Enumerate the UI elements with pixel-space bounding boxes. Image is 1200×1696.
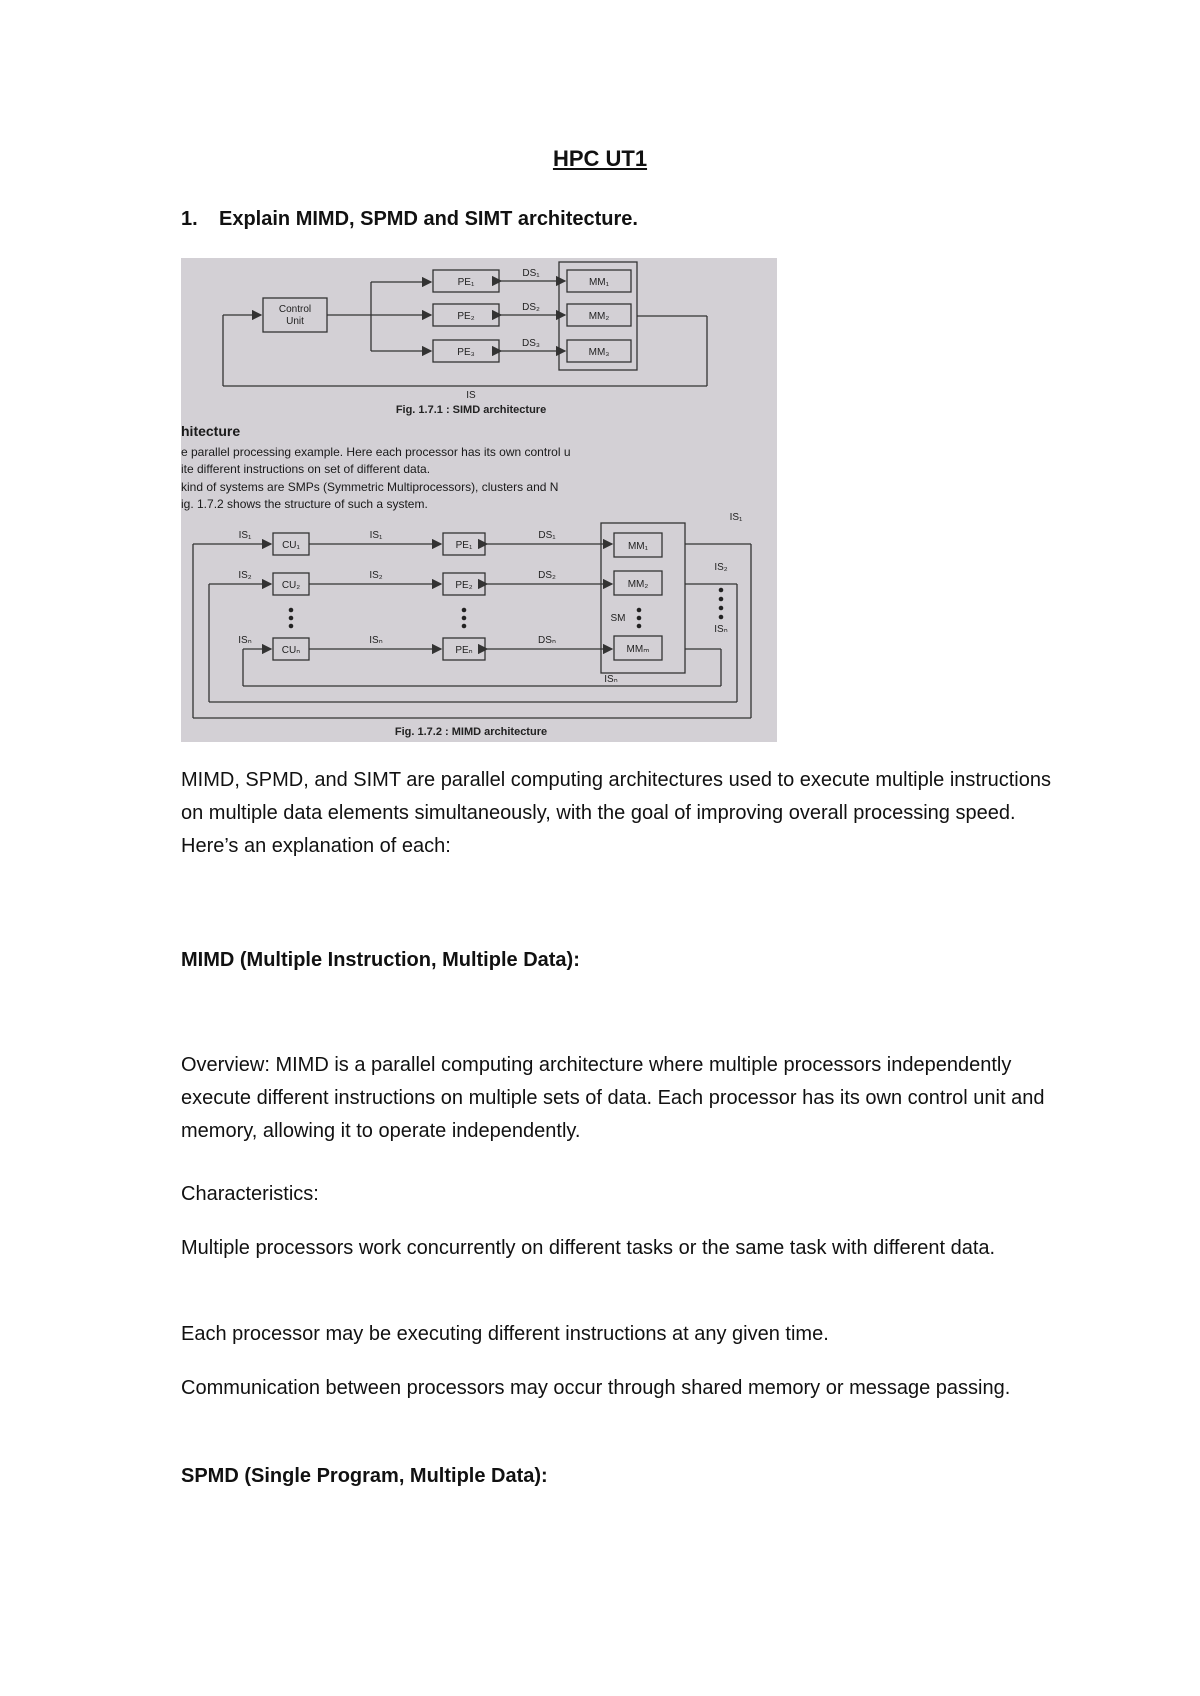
mimd-pe2-label: PE₂ xyxy=(455,580,473,591)
mimd-right-is2-label: IS₂ xyxy=(714,562,728,573)
mimd-isn-label: ISₙ xyxy=(238,635,252,646)
mimd-ds2-label: DS₂ xyxy=(538,570,556,581)
simd-ds2-label: DS₂ xyxy=(522,302,540,313)
question-number: 1. xyxy=(181,208,198,230)
mimd-right-isn-label: ISₙ xyxy=(714,624,728,635)
simd-ds1-label: DS₁ xyxy=(522,268,540,279)
simd-is-label: IS xyxy=(466,390,476,401)
mimd-cu-pe-isn-label: ISₙ xyxy=(369,635,383,646)
page-title: HPC UT1 xyxy=(552,146,648,171)
simd-caption: Fig. 1.7.1 : SIMD architecture xyxy=(395,404,547,416)
book-heading: hitecture xyxy=(181,423,241,439)
simd-control-label-1: Control xyxy=(278,304,312,315)
architecture-diagram xyxy=(181,258,777,742)
mimd-ds1-label: DS₁ xyxy=(538,530,556,541)
mimd-dsn-label: DSₙ xyxy=(538,635,556,646)
book-line-1: e parallel processing example. Here each processor has its own control u xyxy=(181,445,571,459)
intro-paragraph: MIMD, SPMD, and SIMT are parallel computing architectures used to execute multiple instructions on multiple data elements simultaneously, with the goal of improving overall processing speed. Here’s an explanation of each: xyxy=(181,769,1051,857)
book-line-2: ite different instructions on set of different data. xyxy=(181,462,431,476)
simd-ds3-label: DS₃ xyxy=(522,338,540,349)
mimd-mmm-label: MMₘ xyxy=(626,644,650,655)
mimd-sm-label: SM xyxy=(610,613,626,624)
simd-pe3-label: PE₃ xyxy=(457,347,475,358)
mimd-cu-pe-is2-label: IS₂ xyxy=(369,570,383,581)
mimd-right-is1-label: IS₁ xyxy=(729,512,743,523)
mimd-cun-label: CUₙ xyxy=(281,645,301,656)
simd-pe2-label: PE₂ xyxy=(457,311,475,322)
mimd-pe1-label: PE₁ xyxy=(455,540,473,551)
question-heading xyxy=(181,208,638,231)
characteristic-1: Multiple processors work concurrently on different tasks or the same task with different data. xyxy=(181,1237,996,1259)
mimd-caption: Fig. 1.7.2 : MIMD architecture xyxy=(394,726,548,738)
mimd-mm2-label: MM₂ xyxy=(627,579,649,590)
book-line-3: kind of systems are SMPs (Symmetric Multiprocessors), clusters and N xyxy=(181,480,559,494)
simd-mm1-label: MM₁ xyxy=(588,277,610,288)
book-line-4: ig. 1.7.2 shows the structure of such a system. xyxy=(181,497,428,511)
mimd-overview: Overview: MIMD is a parallel computing architecture where multiple processors independently execute different instructions on multiple sets of data. Each processor has its own control unit and memory, allowing it to operate independently. xyxy=(181,1054,1045,1142)
mimd-bottom-isn-label: ISₙ xyxy=(604,674,618,685)
simd-mm2-label: MM₂ xyxy=(588,311,610,322)
question-text: Explain MIMD, SPMD and SIMT architecture. xyxy=(219,208,638,230)
simd-mm3-label: MM₃ xyxy=(588,347,610,358)
architecture-figure-photo xyxy=(181,258,777,742)
simd-pe1-label: PE₁ xyxy=(457,277,475,288)
mimd-cu2-label: CU₂ xyxy=(281,580,301,591)
mimd-is2-label: IS₂ xyxy=(238,570,252,581)
spmd-heading: SPMD (Single Program, Multiple Data): xyxy=(181,1465,548,1487)
simd-control-label-2: Unit xyxy=(286,316,304,327)
mimd-is1-label: IS₁ xyxy=(238,530,252,541)
mimd-cu-pe-is1-label: IS₁ xyxy=(369,530,383,541)
characteristics-label: Characteristics: xyxy=(181,1183,319,1205)
characteristic-3: Communication between processors may occur through shared memory or message passing. xyxy=(181,1377,1011,1399)
mimd-mm1-label: MM₁ xyxy=(627,541,649,552)
characteristic-2: Each processor may be executing different instructions at any given time. xyxy=(181,1323,829,1345)
mimd-heading: MIMD (Multiple Instruction, Multiple Data): xyxy=(181,949,580,971)
mimd-pen-label: PEₙ xyxy=(455,645,473,656)
mimd-cu1-label: CU₁ xyxy=(282,540,300,551)
